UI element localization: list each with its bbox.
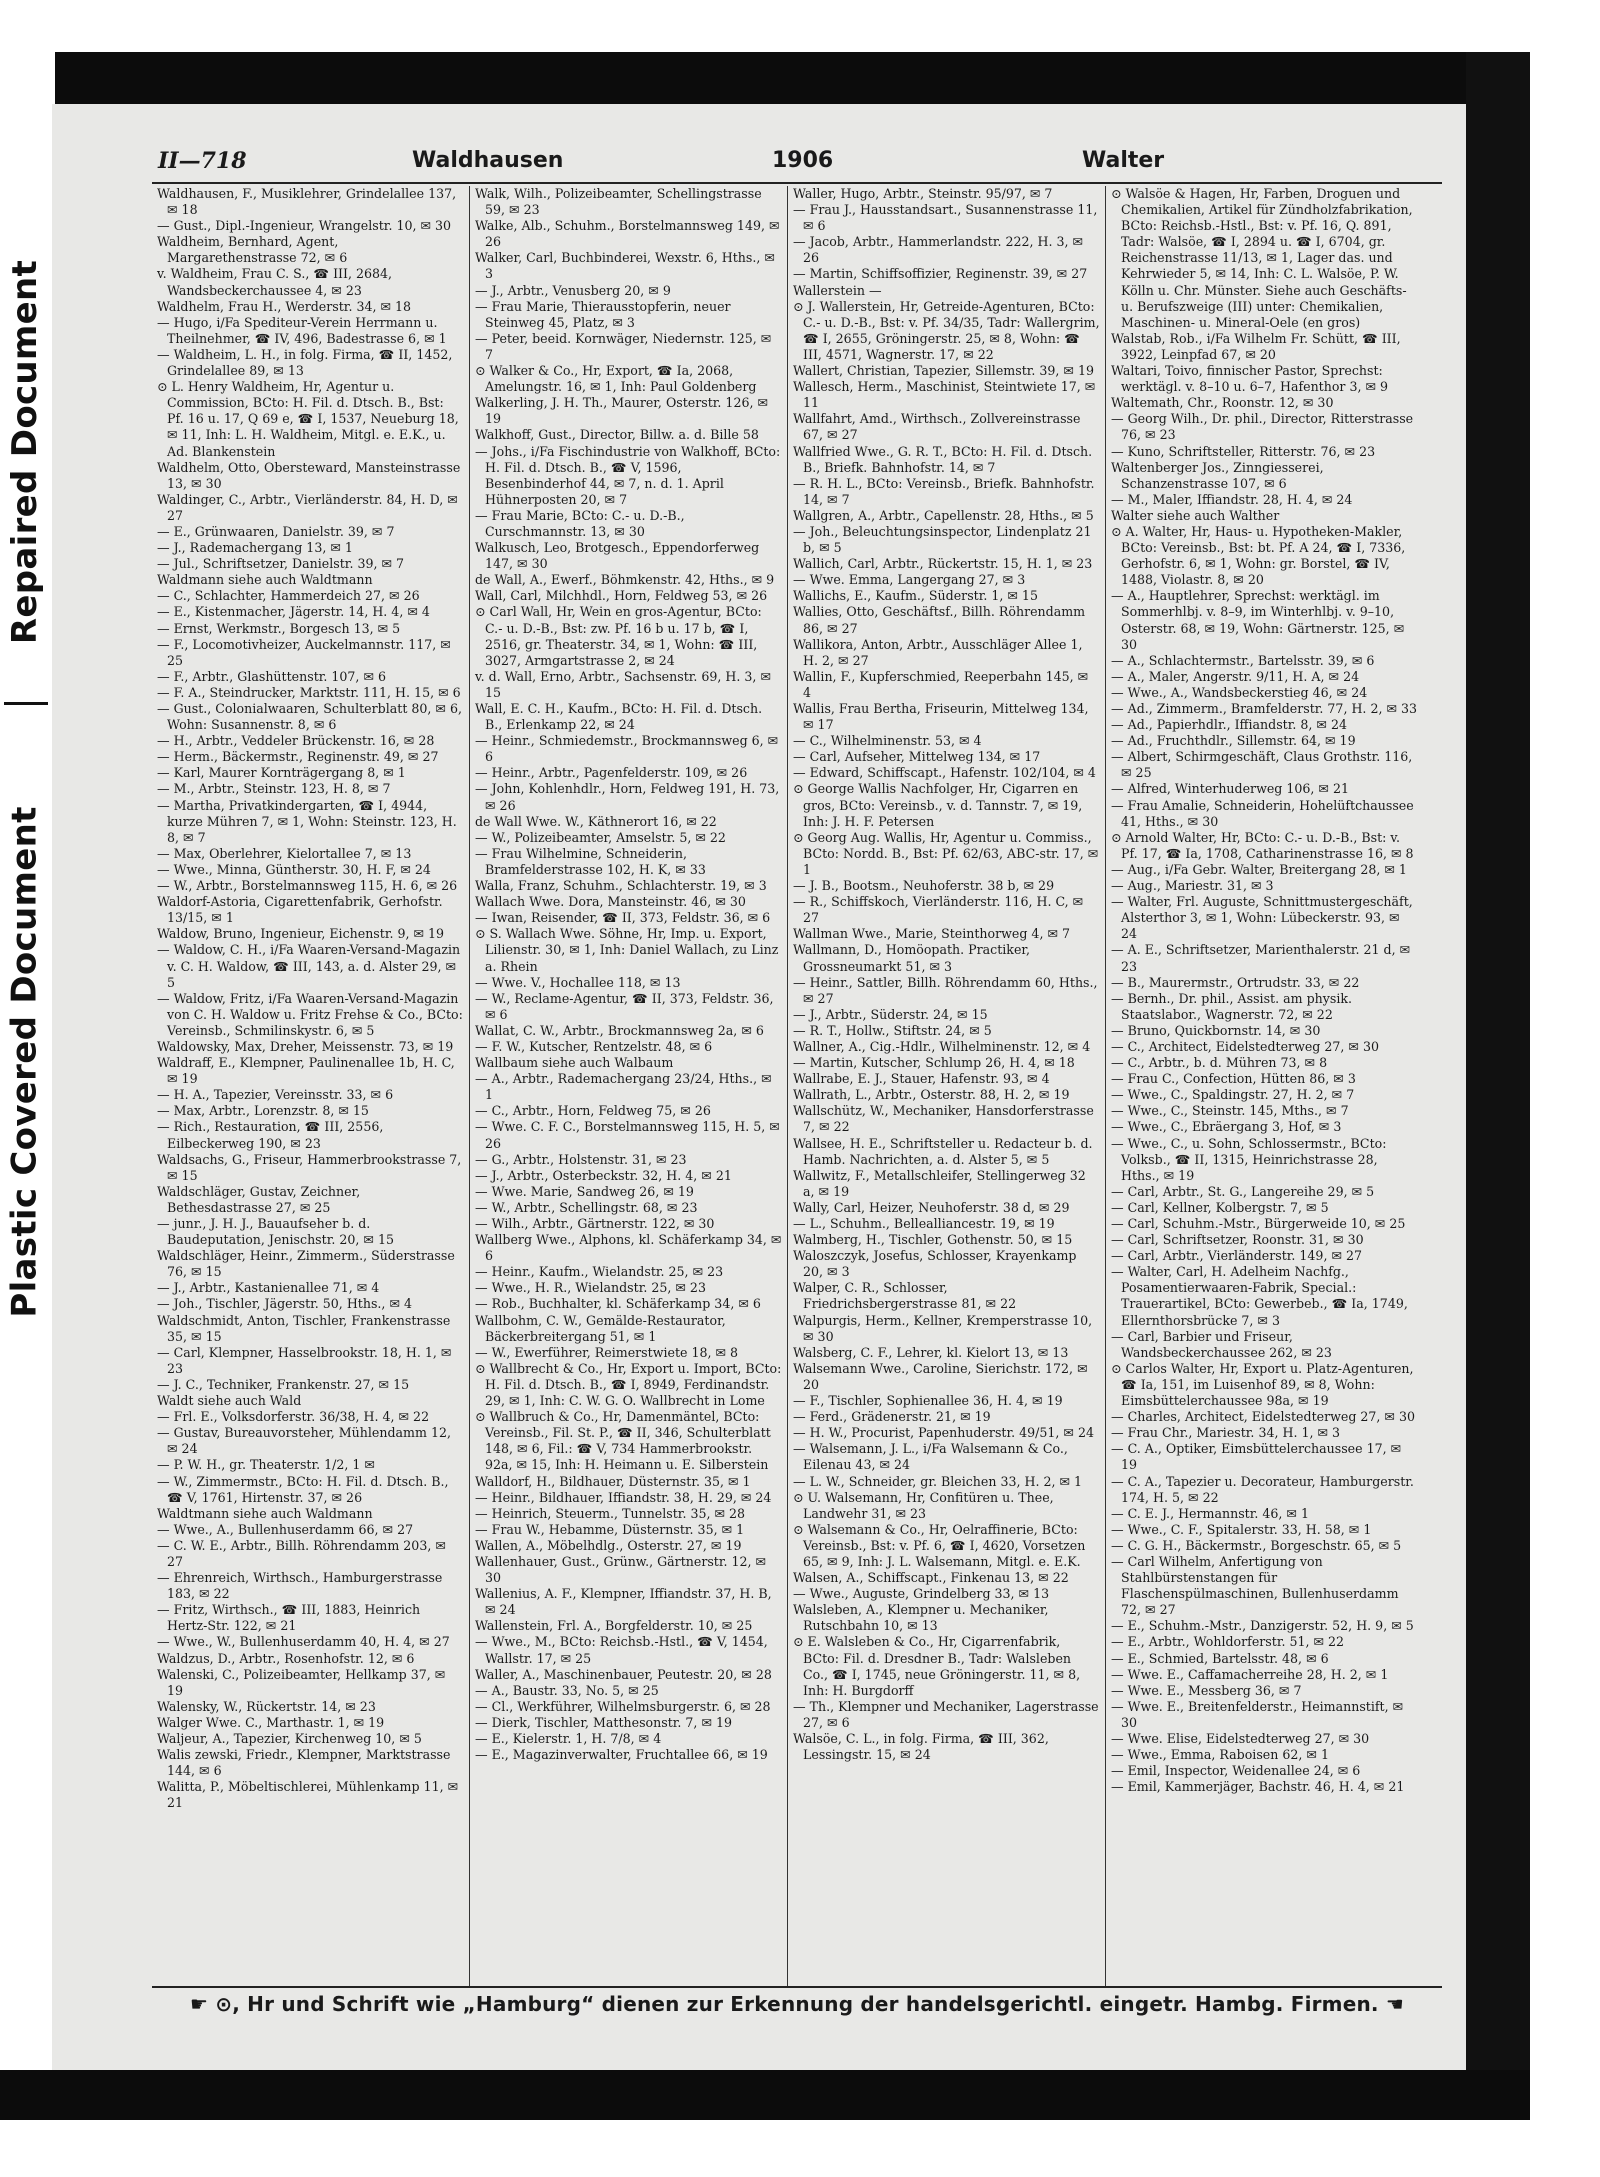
sidebar-label-bottom xyxy=(0,712,52,1412)
directory-entry: — M., Arbtr., Steinstr. 123, H. 8, ✉ 7 xyxy=(157,781,391,797)
directory-entry: — Martha, Privatkindergarten, ☎ I, 4944, kurze Mühren 7, ✉ 1, Wohn: Steinstr. 123, H. 8, ✉ 7 xyxy=(157,797,457,845)
directory-entry: — Iwan, Reisender, ☎ II, 373, Feldstr. 36, ✉ 6 xyxy=(475,910,771,926)
directory-entry: — C., Schlachter, Hammerdeich 27, ✉ 26 xyxy=(157,588,420,604)
directory-entry: Walk, Wilh., Polizeibeamter, Schellingstrasse 59, ✉ 23 xyxy=(475,186,762,218)
directory-entry: — H. W., Procurist, Papenhuderstr. 49/51, ✉ 24 xyxy=(793,1425,1094,1441)
directory-entry: — A., Schlachtermstr., Bartelsstr. 39, ✉ 6 xyxy=(1111,652,1375,668)
directory-entry: — Heinr., Schmiedemstr., Brockmannsweg 6, ✉ 6 xyxy=(475,733,779,765)
directory-entry: Wallgren, A., Arbtr., Capellenstr. 28, Hths., ✉ 5 xyxy=(793,507,1094,523)
directory-entry: — John, Kohlenhdlr., Horn, Feldweg 191, H. 73, ✉ 26 xyxy=(475,781,780,813)
directory-entry: — R. T., Hollw., Stiftstr. 24, ✉ 5 xyxy=(793,1022,992,1038)
directory-entry: Waltari, Toivo, finnischer Pastor, Sprechst: werktägl. v. 8–10 u. 6–7, Hafenthor 3, ✉ 9 xyxy=(1111,363,1389,395)
directory-entry: — Heinrich, Steuerm., Tunnelstr. 35, ✉ 28 xyxy=(475,1505,746,1521)
directory-entry: ⊙ A. Walter, Hr, Haus- u. Hypotheken-Makler, BCto: Vereinsb., Bst: bt. Pf. A 24, ☎ I, 7336, Gerhofstr. 6, ✉ 1, Wohn: gr. Borstel, ☎ IV, 1488, Violastr. 8, ✉ 20 xyxy=(1111,523,1406,588)
directory-entry: — B., Maurermstr., Ortrudstr. 33, ✉ 22 xyxy=(1111,974,1360,990)
directory-entry: Wallrath, L., Arbtr., Osterstr. 88, H. 2, ✉ 19 xyxy=(793,1087,1070,1103)
directory-entry: Waldow, Bruno, Ingenieur, Eichenstr. 9, ✉ 19 xyxy=(157,926,445,942)
directory-entry: Walsberg, C. F., Lehrer, kl. Kielort 13, ✉ 13 xyxy=(793,1344,1069,1360)
directory-entry: Waldt siehe auch Wald xyxy=(157,1393,302,1409)
directory-entry: — A., Arbtr., Rademachergang 23/24, Hths., ✉ 1 xyxy=(475,1071,772,1103)
directory-entry: — A., Hauptlehrer, Sprechst: werktägl. im Sommerhlbj. v. 8–9, im Winterhlbj. v. 9–10, Osterstr. 68, ✉ 19, Wohn: Gärtnerstr. 125, ✉ 30 xyxy=(1111,588,1405,652)
directory-entry: — G., Arbtr., Holstenstr. 31, ✉ 23 xyxy=(475,1151,687,1167)
directory-entry: — W., Reclame-Agentur, ☎ II, 373, Feldstr. 36, ✉ 6 xyxy=(475,990,774,1022)
directory-entry: Walker, Carl, Buchbinderei, Wexstr. 6, Hths., ✉ 3 xyxy=(475,250,775,282)
directory-entry: — Carl, Klempner, Hasselbrookstr. 18, H. 1, ✉ 23 xyxy=(157,1344,452,1376)
directory-entry: — Wwe. E., Caffamacherreihe 28, H. 2, ✉ 1 xyxy=(1111,1666,1389,1682)
directory-entry: — Wwe. E., Messberg 36, ✉ 7 xyxy=(1111,1682,1302,1698)
column-2 xyxy=(470,186,788,1986)
directory-entry: Waller, Hugo, Arbtr., Steinstr. 95/97, ✉ 7 xyxy=(793,186,1053,201)
directory-entry: — Bruno, Quickbornstr. 14, ✉ 30 xyxy=(1111,1022,1321,1038)
directory-entry: — Emil, Kammerjäger, Bachstr. 46, H. 4, ✉ 21 xyxy=(1111,1779,1405,1795)
directory-entry: — W., Ewerführer, Reimerstwiete 18, ✉ 8 xyxy=(475,1344,739,1360)
directory-entry: — Emil, Inspector, Weidenallee 24, ✉ 6 xyxy=(1111,1763,1361,1779)
directory-entry: Wallenhauer, Gust., Grünw., Gärtnerstr. 12, ✉ 30 xyxy=(475,1553,767,1586)
directory-entry: — Walsemann, J. L., i/Fa Walsemann & Co., Eilenau 43, ✉ 24 xyxy=(793,1441,1068,1473)
directory-entry: — Gust., Dipl.-Ingenieur, Wrangelstr. 10, ✉ 30 xyxy=(157,218,452,234)
plastic-covered-label: Plastic Covered Document xyxy=(5,806,45,1318)
directory-entry: — Frau J., Hausstandsart., Susannenstrasse 11, ✉ 6 xyxy=(793,202,1098,234)
directory-entry: — J. B., Bootsm., Neuhoferstr. 38 b, ✉ 29 xyxy=(793,878,1055,894)
directory-entry: Waldsachs, G., Friseur, Hammerbrookstrasse 7, ✉ 15 xyxy=(157,1151,462,1183)
directory-entry: Waldschläger, Heinr., Zimmerm., Süderstrasse 76, ✉ 15 xyxy=(157,1248,455,1280)
directory-entry: Wallerstein — xyxy=(793,282,882,298)
directory-entry: — Gustav, Bureauvorsteher, Mühlendamm 12, ✉ 24 xyxy=(157,1425,451,1457)
directory-entry: Waldhausen, F., Musiklehrer, Grindelallee 137, ✉ 18 xyxy=(157,186,457,218)
directory-entry: v. d. Wall, Erno, Arbtr., Sachsenstr. 69, H. 3, ✉ 15 xyxy=(475,668,771,700)
directory-entry: — Karl, Maurer Kornträgergang 8, ✉ 1 xyxy=(157,765,406,781)
directory-entry: — H. A., Tapezier, Vereinsstr. 33, ✉ 6 xyxy=(157,1087,394,1103)
page-number: II—718 xyxy=(158,148,247,174)
directory-entry: — Martin, Schiffsoffizier, Reginenstr. 39, ✉ 27 xyxy=(793,266,1088,282)
directory-entry: — Frau W., Hebamme, Düsternstr. 35, ✉ 1 xyxy=(475,1521,745,1537)
directory-entry: Wallach Wwe. Dora, Mansteinstr. 46, ✉ 30 xyxy=(475,894,746,910)
directory-entry: — Herm., Bäckermstr., Reginenstr. 49, ✉ 27 xyxy=(157,749,439,765)
directory-entry: — Frau Marie, BCto: C.- u. D.-B., Curschmannstr. 13, ✉ 30 xyxy=(475,507,685,539)
directory-entry: — Frau Chr., Mariestr. 34, H. 1, ✉ 3 xyxy=(1111,1425,1341,1441)
directory-entry: — Joh., Tischler, Jägerstr. 50, Hths., ✉ 4 xyxy=(157,1296,413,1312)
directory-entry: — Carl, Aufseher, Mittelweg 134, ✉ 17 xyxy=(793,749,1041,765)
header-year: 1906 xyxy=(772,148,834,173)
directory-entry: — Wwe. V., Hochallee 118, ✉ 13 xyxy=(475,974,681,990)
directory-entry: — Th., Klempner und Mechaniker, Lagerstrasse 27, ✉ 6 xyxy=(793,1698,1099,1730)
directory-entry: — Wwe., W., Bullenhuserdamm 40, H. 4, ✉ 27 xyxy=(157,1634,450,1650)
directory-entry: — Wwe. Emma, Langergang 27, ✉ 3 xyxy=(793,572,1026,588)
directory-entry: Wall, E. C. H., Kaufm., BCto: H. Fil. d. Dtsch. B., Erlenkamp 22, ✉ 24 xyxy=(475,701,763,733)
directory-entry: — Carl, Arbtr., St. G., Langereihe 29, ✉ 5 xyxy=(1111,1183,1375,1199)
directory-entry: Wallbaum siehe auch Walbaum xyxy=(475,1055,674,1071)
directory-entry: — Frau Marie, Thierausstopferin, neuer Steinweg 45, Platz, ✉ 3 xyxy=(475,298,731,330)
directory-entry: ⊙ Carl Wall, Hr, Wein en gros-Agentur, BCto: C.- u. D.-B., Bst: zw. Pf. 16 b u. 17 b, ☎ I, 2516, gr. Theaterstr. 34, ✉ 1, Wohn: ☎ III, 3027, Armgartstrasse 2, ✉ 24 xyxy=(475,604,762,668)
directory-entry: Walsleben, A., Klempner u. Mechaniker, Rutschbahn 10, ✉ 13 xyxy=(793,1602,1049,1634)
directory-entry: ⊙ Wallbruch & Co., Hr, Damenmäntel, BCto: Vereinsb., Fil. St. P., ☎ II, 346, Schulterblatt 148, ✉ 6, Fil.: ☎ V, 734 Hammerbrookstr. 92a, ✉ 15, Inh: H. Heimann u. E. Silberstein xyxy=(475,1409,771,1473)
directory-entry: ⊙ Georg Aug. Wallis, Hr, Agentur u. Commiss., BCto: Nordd. B., Bst: Pf. 62/63, ABC-str. 17, ✉ 1 xyxy=(793,829,1099,877)
directory-entry: — R. H. L., BCto: Vereinsb., Briefk. Bahnhofstr. 14, ✉ 7 xyxy=(793,475,1095,507)
directory-page xyxy=(52,104,1466,2070)
directory-entry: v. Waldheim, Frau C. S., ☎ III, 2684, Wandsbeckerchaussee 4, ✉ 23 xyxy=(157,266,393,298)
directory-entry: — F. W., Kutscher, Rentzelstr. 48, ✉ 6 xyxy=(475,1038,713,1054)
directory-entry: — E., Grünwaaren, Danielstr. 39, ✉ 7 xyxy=(157,523,395,539)
directory-entry: Wallenius, A. F., Klempner, Iffiandstr. 37, H. B, ✉ 24 xyxy=(475,1586,772,1618)
directory-entry: — E., Magazinverwalter, Fruchtallee 66, ✉ 19 xyxy=(475,1747,768,1763)
directory-entry: — J., Arbtr., Kastanienallee 71, ✉ 4 xyxy=(157,1280,380,1296)
directory-entry: — Georg Wilh., Dr. phil., Director, Ritterstrasse 76, ✉ 23 xyxy=(1111,411,1414,443)
directory-entry: Wallich, Carl, Arbtr., Rückertstr. 15, H. 1, ✉ 23 xyxy=(793,556,1093,572)
directory-entry: ⊙ Walsemann & Co., Hr, Oelraffinerie, BCto: Vereinsb., Bst: v. Pf. 6, ☎ I, 4620, Vorsetzen 65, ✉ 9, Inh: J. L. Walsemann, Mitgl. e. E.K. xyxy=(793,1521,1086,1569)
directory-entry: — Wilh., Arbtr., Gärtnerstr. 122, ✉ 30 xyxy=(475,1216,715,1231)
directory-entry: — C., Arbtr., Horn, Feldweg 75, ✉ 26 xyxy=(475,1103,711,1119)
directory-entry: ⊙ Walsöe & Hagen, Hr, Farben, Droguen und Chemikalien, Artikel für Zündholzfabrikation, BCto: Reichsb.-Hstl., Bst: v. Pf. 16, Q. 891, Tadr: Walsöe, ☎ I, 2894 u. ☎ I, 6704, gr. Reichenstrasse 11/13, ✉ 1, Lager das. und Kehrwieder 5, ✉ 14, Inh: C. L. Walsöe, P. W. Kölln u. Chr. Münster. Siehe auch Geschäfts- u. Berufszweige (III) unter: Chemikalien, Maschinen- u. Mineral-Oele (en gros) xyxy=(1111,186,1413,330)
directory-entry: Walsen, A., Schiffscapt., Finkenau 13, ✉ 22 xyxy=(793,1570,1069,1586)
directory-entry: — A., Baustr. 33, No. 5, ✉ 25 xyxy=(475,1682,659,1698)
directory-entry: — C. A., Tapezier u. Decorateur, Hamburgerstr. 174, H. 5, ✉ 22 xyxy=(1111,1473,1414,1505)
directory-entry: Wallert, Christian, Tapezier, Sillemstr. 39, ✉ 19 xyxy=(793,363,1095,379)
directory-entry: Walkerling, J. H. Th., Maurer, Osterstr. 126, ✉ 19 xyxy=(475,395,769,427)
directory-entry: ⊙ Carlos Walter, Hr, Export u. Platz-Agenturen, ☎ Ia, 151, im Luisenhof 89, ✉ 8, Wohn: Eimsbüttelerchaussee 98a, ✉ 19 xyxy=(1111,1360,1414,1409)
directory-entry: — A. E., Schriftsetzer, Marienthalerstr. 21 d, ✉ 23 xyxy=(1111,942,1411,974)
directory-entry: — L. W., Schneider, gr. Bleichen 33, H. 2, ✉ 1 xyxy=(793,1473,1083,1489)
directory-entry: Waldorf-Astoria, Cigarettenfabrik, Gerhofstr. 13/15, ✉ 1 xyxy=(157,894,443,926)
directory-entry: — Frau Amalie, Schneiderin, Hohelüftchaussee 41, Hths., ✉ 30 xyxy=(1111,797,1414,829)
directory-entry: — E., Kistenmacher, Jägerstr. 14, H. 4, ✉ 4 xyxy=(157,604,430,620)
directory-entry: — Waldheim, L. H., in folg. Firma, ☎ II, 1452, Grindelallee 89, ✉ 13 xyxy=(157,346,453,379)
directory-entry: — Kuno, Schriftsteller, Ritterstr. 76, ✉ 23 xyxy=(1111,443,1376,459)
directory-entry: Walkhoff, Gust., Director, Billw. a. d. Bille 58 xyxy=(475,427,759,443)
directory-entry: — W., Arbtr., Schellingstr. 68, ✉ 23 xyxy=(475,1199,698,1215)
directory-entry: Waljeur, A., Tapezier, Kirchenweg 10, ✉ 5 xyxy=(157,1731,422,1746)
directory-entry: — W., Zimmermstr., BCto: H. Fil. d. Dtsch. B., ☎ V, 1761, Hirtenstr. 37, ✉ 26 xyxy=(157,1473,449,1505)
directory-entry: ⊙ U. Walsemann, Hr, Confitüren u. Thee, Landwehr 31, ✉ 23 xyxy=(793,1489,1054,1521)
directory-entry: — P. W. H., gr. Theaterstr. 1/2, 1 ✉ xyxy=(157,1457,375,1473)
directory-columns xyxy=(152,186,1442,1986)
directory-entry: — A., Maler, Angerstr. 9/11, H. A, ✉ 24 xyxy=(1111,668,1360,684)
directory-entry: Walldorf, H., Bildhauer, Düsternstr. 35, ✉ 1 xyxy=(475,1473,751,1489)
directory-entry: Wallesch, Herm., Maschinist, Steintwiete 17, ✉ 11 xyxy=(793,379,1096,411)
directory-entry: Walkusch, Leo, Brotgesch., Eppendorferweg 147, ✉ 30 xyxy=(475,540,760,572)
directory-entry: — Gust., Colonialwaaren, Schulterblatt 80, ✉ 6, Wohn: Susannenstr. 8, ✉ 6 xyxy=(157,701,462,733)
directory-entry: Wallmann, D., Homöopath. Practiker, Grossneumarkt 51, ✉ 3 xyxy=(793,942,1031,974)
directory-entry: — C., Wilhelminenstr. 53, ✉ 4 xyxy=(793,733,982,749)
directory-entry: — Wwe., Auguste, Grindelberg 33, ✉ 13 xyxy=(793,1586,1050,1602)
directory-entry: — Peter, beeid. Kornwäger, Niedernstr. 125, ✉ 7 xyxy=(475,330,772,362)
directory-entry: Waloszczyk, Josefus, Schlosser, Krayenkamp 20, ✉ 3 xyxy=(793,1248,1077,1280)
directory-entry: — Carl, Arbtr., Vierländerstr. 149, ✉ 27 xyxy=(1111,1248,1363,1264)
directory-entry: — Carl Wilhelm, Anfertigung von Stahlbürstenstangen für Flaschenspülmaschinen, Bullenhuserdamm 72, ✉ 27 xyxy=(1111,1553,1399,1618)
directory-entry: — Frl. E., Volksdorferstr. 36/38, H. 4, ✉ 22 xyxy=(157,1409,430,1425)
directory-entry: — R., Schiffskoch, Vierländerstr. 116, H. C, ✉ 27 xyxy=(793,894,1084,926)
directory-entry: — Albert, Schirmgeschäft, Claus Grothstr. 116, ✉ 25 xyxy=(1111,749,1413,781)
directory-entry: Wallis, Frau Bertha, Friseurin, Mittelweg 134, ✉ 17 xyxy=(793,701,1089,733)
directory-entry: Waltenberger Jos., Zinngiesserei, Schanzenstrasse 107, ✉ 6 xyxy=(1111,459,1324,491)
directory-entry: Waltemath, Chr., Roonstr. 12, ✉ 30 xyxy=(1111,395,1334,411)
directory-entry: — Wwe., C., Ebräergang 3, Hof, ✉ 3 xyxy=(1111,1119,1342,1135)
directory-entry: Walla, Franz, Schuhm., Schlachterstr. 19, ✉ 3 xyxy=(475,878,767,894)
directory-entry: — Martin, Kutscher, Schlump 26, H. 4, ✉ 18 xyxy=(793,1055,1075,1071)
sidebar-label-top xyxy=(0,162,52,742)
directory-entry: — Ad., Fruchthdlr., Sillemstr. 64, ✉ 19 xyxy=(1111,733,1356,749)
directory-entry: — Waldow, Fritz, i/Fa Waaren-Versand-Magazin von C. H. Waldow u. Fritz Frehse & Co., BCto: Vereinsb., Schmilinskystr. 6, ✉ 5 xyxy=(157,990,463,1038)
directory-entry: — junr., J. H. J., Bauaufseher b. d. Baudeputation, Jenischstr. 20, ✉ 15 xyxy=(157,1216,394,1248)
directory-entry: — Heinr., Kaufm., Wielandstr. 25, ✉ 23 xyxy=(475,1264,724,1280)
directory-entry: — Ferd., Grädenerstr. 21, ✉ 19 xyxy=(793,1409,991,1425)
directory-entry: — H., Arbtr., Veddeler Brückenstr. 16, ✉ 28 xyxy=(157,733,435,749)
directory-entry: — Charles, Architect, Eidelstedterweg 27, ✉ 30 xyxy=(1111,1409,1416,1425)
directory-entry: Walenski, C., Polizeibeamter, Hellkamp 37, ✉ 19 xyxy=(157,1666,446,1698)
directory-entry: — Ernst, Werkmstr., Borgesch 13, ✉ 5 xyxy=(157,620,401,636)
directory-entry: — Bernh., Dr. phil., Assist. am physik. Staatslabor., Wagnerstr. 72, ✉ 22 xyxy=(1111,990,1352,1022)
directory-entry: Walter siehe auch Walther xyxy=(1111,507,1280,523)
directory-entry: — E., Arbtr., Wohldorferstr. 51, ✉ 22 xyxy=(1111,1634,1345,1650)
column-3 xyxy=(788,186,1106,1986)
directory-entry: Walsemann Wwe., Caroline, Sierichstr. 172, ✉ 20 xyxy=(793,1360,1088,1392)
directory-entry: — E., Schmied, Bartelsstr. 48, ✉ 6 xyxy=(1111,1650,1329,1666)
directory-entry: — Max, Oberlehrer, Kielortallee 7, ✉ 13 xyxy=(157,845,412,861)
directory-entry: Waldraff, E., Klempner, Paulinenallee 1b, H. C, ✉ 19 xyxy=(157,1055,455,1087)
directory-entry: de Wall Wwe. W., Käthnerort 16, ✉ 22 xyxy=(475,813,717,829)
directory-entry: Walstab, Rob., i/Fa Wilhelm Fr. Schütt, ☎ III, 3922, Leinpfad 67, ✉ 20 xyxy=(1111,330,1401,362)
directory-entry: Wally, Carl, Heizer, Neuhoferstr. 38 d, ✉ 29 xyxy=(793,1199,1070,1215)
directory-entry: — Aug., i/Fa Gebr. Walter, Breitergang 28, ✉ 1 xyxy=(1111,861,1407,877)
directory-entry: — F., Tischler, Sophienallee 36, H. 4, ✉ 19 xyxy=(793,1393,1063,1409)
directory-entry: — C. G. H., Bäckermstr., Borgeschstr. 65, ✉ 5 xyxy=(1111,1537,1402,1553)
directory-entry: ⊙ J. Wallerstein, Hr, Getreide-Agenturen, BCto: C.- u. D.-B., Bst: v. Pf. 34/35, Tadr: Wallergrim, ☎ I, 2655, Gröningerstr. 25, ✉ 8, Wohn: ☎ III, 4571, Wagnerstr. 17, ✉ 22 xyxy=(793,298,1100,362)
directory-entry: ⊙ Arnold Walter, Hr, BCto: C.- u. D.-B., Bst: v. Pf. 17, ☎ Ia, 1708, Catharinenstrasse 16, ✉ 8 xyxy=(1111,829,1414,861)
directory-entry: Waldschläger, Gustav, Zeichner, Bethesdastrasse 27, ✉ 25 xyxy=(157,1183,361,1215)
directory-entry: Waldheim, Bernhard, Agent, Margarethenstrasse 72, ✉ 6 xyxy=(157,234,348,266)
directory-entry: — J., Arbtr., Süderstr. 24, ✉ 15 xyxy=(793,1006,988,1022)
directory-entry: — Rich., Restauration, ☎ III, 2556, Eilbeckerweg 190, ✉ 23 xyxy=(157,1119,384,1151)
page-content xyxy=(152,134,1442,2054)
directory-entry: — C. W. E., Arbtr., Billh. Röhrendamm 203, ✉ 27 xyxy=(157,1537,446,1569)
directory-entry: — Heinr., Bildhauer, Iffiandstr. 38, H. 29, ✉ 24 xyxy=(475,1489,772,1505)
directory-entry: — Alfred, Winterhuderweg 106, ✉ 21 xyxy=(1111,781,1349,797)
directory-entry: — Walter, Frl. Auguste, Schnittmustergeschäft, Alsterthor 3, ✉ 1, Wohn: Lübeckerstr. 93, ✉ 24 xyxy=(1111,894,1413,942)
directory-entry: — F. A., Steindrucker, Marktstr. 111, H. 15, ✉ 6 xyxy=(157,684,461,700)
directory-entry: — Walter, Carl, H. Adelheim Nachfg., Posamentierwaaren-Fabrik, Special.: Trauerartikel, BCto: Gewerbeb., ☎ Ia, 1749, Ellernthorsbrücke 7, ✉ 3 xyxy=(1111,1264,1408,1328)
scan-border-bottom xyxy=(0,2070,1530,2120)
directory-entry: — Carl, Schuhm.-Mstr., Bürgerweide 10, ✉ 25 xyxy=(1111,1216,1406,1231)
directory-entry: — Hugo, i/Fa Spediteur-Verein Herrmann u. Theilnehmer, ☎ IV, 496, Badestrasse 6, ✉ 1 xyxy=(157,314,447,346)
directory-entry: — Waldow, C. H., i/Fa Waaren-Versand-Magazin v. C. H. Waldow, ☎ III, 143, a. d. Alster 29, ✉ 5 xyxy=(157,942,461,990)
directory-entry: Wallsee, H. E., Schriftsteller u. Redacteur b. d. Hamb. Nachrichten, a. d. Alster 5, ✉ 5 xyxy=(793,1135,1093,1167)
scan-border-top xyxy=(0,52,1530,104)
scan-margin-top xyxy=(0,0,1600,52)
header-last-name: Walter xyxy=(1082,148,1165,173)
directory-entry: — F., Arbtr., Glashüttenstr. 107, ✉ 6 xyxy=(157,668,387,684)
directory-entry: — J., Arbtr., Osterbeckstr. 32, H. 4, ✉ 21 xyxy=(475,1167,732,1183)
directory-entry: — Dierk, Tischler, Matthesonstr. 7, ✉ 19 xyxy=(475,1714,733,1730)
directory-entry: Walpurgis, Herm., Kellner, Kremperstrasse 10, ✉ 30 xyxy=(793,1312,1093,1344)
directory-entry: — Heinr., Sattler, Billh. Röhrendamm 60, Hths., ✉ 27 xyxy=(793,974,1098,1006)
directory-entry: Waldmann siehe auch Waldtmann xyxy=(157,572,373,588)
directory-entry: Wallrabe, E. J., Stauer, Hafenstr. 93, ✉ 4 xyxy=(793,1071,1050,1087)
directory-entry: — Jul., Schriftsetzer, Danielstr. 39, ✉ 7 xyxy=(157,556,405,572)
directory-entry: — Cl., Werkführer, Wilhelmsburgerstr. 6, ✉ 28 xyxy=(475,1698,771,1714)
directory-entry: — Max, Arbtr., Lorenzstr. 8, ✉ 15 xyxy=(157,1103,369,1119)
directory-entry: Walensky, W., Rückertstr. 14, ✉ 23 xyxy=(157,1698,376,1714)
directory-entry: Wallichs, E., Kaufm., Süderstr. 1, ✉ 15 xyxy=(793,588,1038,604)
directory-entry: Waldhelm, Frau H., Werderstr. 34, ✉ 18 xyxy=(157,298,412,314)
directory-entry: Walmberg, H., Tischler, Gothenstr. 50, ✉ 15 xyxy=(793,1232,1073,1248)
archive-sidebar xyxy=(0,52,55,2120)
directory-entry: — C. A., Optiker, Eimsbüttelerchaussee 17, ✉ 19 xyxy=(1111,1441,1402,1473)
directory-entry: — Aug., Mariestr. 31, ✉ 3 xyxy=(1111,878,1274,894)
directory-entry: Waller, A., Maschinenbauer, Peutestr. 20, ✉ 28 xyxy=(475,1666,772,1682)
directory-entry: Wallbohm, C. W., Gemälde-Restaurator, Bäckerbreitergang 51, ✉ 1 xyxy=(475,1312,726,1344)
directory-entry: — Wwe., C., u. Sohn, Schlossermstr., BCto: Volksb., ☎ II, 1315, Heinrichstrasse 28, Hths., ✉ 19 xyxy=(1111,1135,1387,1183)
directory-entry: Wallner, A., Cig.-Hdlr., Wilhelminenstr. 12, ✉ 4 xyxy=(793,1038,1091,1054)
column-4 xyxy=(1106,186,1424,1986)
directory-entry: — Wwe., C., Steinstr. 145, Mths., ✉ 7 xyxy=(1111,1103,1349,1119)
directory-entry: Wallies, Otto, Geschäftsf., Billh. Röhrendamm 86, ✉ 27 xyxy=(793,604,1086,636)
directory-entry: ⊙ Walker & Co., Hr, Export, ☎ Ia, 2068, Amelungstr. 16, ✉ 1, Inh: Paul Goldenberg xyxy=(475,363,757,395)
directory-entry: — E., Schuhm.-Mstr., Danzigerstr. 52, H. 9, ✉ 5 xyxy=(1111,1618,1414,1634)
footer-rule xyxy=(152,1986,1442,1988)
directory-entry: — Wwe., Minna, Güntherstr. 30, H. F, ✉ 24 xyxy=(157,861,431,877)
directory-entry: — Heinr., Arbtr., Pagenfelderstr. 109, ✉ 26 xyxy=(475,765,748,781)
directory-entry: — Wwe., Emma, Raboisen 62, ✉ 1 xyxy=(1111,1747,1329,1763)
directory-entry: — Carl, Kellner, Kolbergstr. 7, ✉ 5 xyxy=(1111,1199,1329,1215)
directory-entry: Walke, Alb., Schuhm., Borstelmannsweg 149, ✉ 26 xyxy=(475,218,780,250)
directory-entry: — J. C., Techniker, Frankenstr. 27, ✉ 15 xyxy=(157,1376,410,1392)
directory-entry: — Wwe., C., Spaldingstr. 27, H. 2, ✉ 7 xyxy=(1111,1087,1355,1103)
directory-entry: — C., Architect, Eidelstedterweg 27, ✉ 30 xyxy=(1111,1038,1379,1054)
directory-entry: — Johs., i/Fa Fischindustrie von Walkhoff, BCto: H. Fil. d. Dtsch. B., ☎ V, 1596, Besenbinderhof 44, ✉ 7, n. d. 1. April Hühnerposten 20, ✉ 7 xyxy=(475,443,781,507)
directory-entry: — E., Kielerstr. 1, H. 7/8, ✉ 4 xyxy=(475,1731,662,1746)
directory-entry: — J., Arbtr., Venusberg 20, ✉ 9 xyxy=(475,282,671,298)
directory-entry: — Wwe. C. F. C., Borstelmannsweg 115, H. 5, ✉ 26 xyxy=(475,1119,780,1151)
header-first-name: Waldhausen xyxy=(412,148,564,173)
directory-entry: — Wwe., A., Wandsbeckerstieg 46, ✉ 24 xyxy=(1111,684,1368,700)
directory-entry: ⊙ George Wallis Nachfolger, Hr, Cigarren en gros, BCto: Vereinsb., v. d. Tannstr. 7, ✉ 19, Inh: J. H. F. Petersen xyxy=(793,781,1083,829)
directory-entry: — C. E. J., Hermannstr. 46, ✉ 1 xyxy=(1111,1505,1309,1521)
directory-entry: — Wwe., A., Bullenhuserdamm 66, ✉ 27 xyxy=(157,1521,414,1537)
directory-entry: Wallschütz, W., Mechaniker, Hansdorferstrasse 7, ✉ 22 xyxy=(793,1103,1094,1135)
directory-entry: Wallikora, Anton, Arbtr., Ausschläger Allee 1, H. 2, ✉ 27 xyxy=(793,636,1083,668)
directory-entry: Walis zewski, Friedr., Klempner, Marktstrasse 144, ✉ 6 xyxy=(157,1747,451,1779)
directory-entry: ⊙ S. Wallach Wwe. Söhne, Hr, Imp. u. Export, Lilienstr. 30, ✉ 1, Inh: Daniel Wallach, zu Linz a. Rhein xyxy=(475,926,779,974)
directory-entry: — Jacob, Arbtr., Hammerlandstr. 222, H. 3, ✉ 26 xyxy=(793,234,1084,266)
repaired-document-label: Repaired Document xyxy=(5,259,46,645)
directory-entry: Waldschmidt, Anton, Tischler, Frankenstrasse 35, ✉ 15 xyxy=(157,1312,451,1344)
directory-entry: Walsöe, C. L., in folg. Firma, ☎ III, 362, Lessingstr. 15, ✉ 24 xyxy=(793,1731,1049,1763)
directory-entry: — Joh., Beleuchtungsinspector, Lindenplatz 21 b, ✉ 5 xyxy=(793,523,1092,556)
directory-entry: — Frau C., Confection, Hütten 86, ✉ 3 xyxy=(1111,1071,1356,1087)
directory-entry: Wallwitz, F., Metallschleifer, Stellingerweg 32 a, ✉ 19 xyxy=(793,1167,1086,1199)
directory-entry: Walper, C. R., Schlosser, Friedrichsbergerstrasse 81, ✉ 22 xyxy=(793,1280,1017,1312)
directory-entry: Waldhelm, Otto, Obersteward, Mansteinstrasse 13, ✉ 30 xyxy=(157,459,461,491)
directory-entry: — Wwe., M., BCto: Reichsb.-Hstl., ☎ V, 1454, Wallstr. 17, ✉ 25 xyxy=(475,1634,768,1666)
directory-entry: — Frau Wilhelmine, Schneiderin, Bramfelderstrasse 102, H. K, ✉ 33 xyxy=(475,845,706,877)
directory-entry: — W., Polizeibeamter, Amselstr. 5, ✉ 22 xyxy=(475,829,726,845)
directory-entry: ⊙ Wallbrecht & Co., Hr, Export u. Import, BCto: H. Fil. d. Dtsch. B., ☎ I, 8949, Ferdinandstr. 29, ✉ 1, Inh: C. W. G. O. Wallbrecht in Lome xyxy=(475,1360,782,1409)
directory-entry: Wallenstein, Frl. A., Borgfelderstr. 10, ✉ 25 xyxy=(475,1618,753,1634)
directory-entry: Walitta, P., Möbeltischlerei, Mühlenkamp 11, ✉ 21 xyxy=(157,1779,459,1811)
directory-entry: Wallberg Wwe., Alphons, kl. Schäferkamp 34, ✉ 6 xyxy=(475,1232,782,1264)
scan-border-right xyxy=(1466,52,1530,2120)
directory-entry: — Ad., Papierhdlr., Iffiandstr. 8, ✉ 24 xyxy=(1111,717,1347,733)
directory-entry: ⊙ L. Henry Waldheim, Hr, Agentur u. Commission, BCto: H. Fil. d. Dtsch. B., Bst: Pf. 16 u. 17, Q 69 e, ☎ I, 1537, Neueburg 18, ✉ 11, Inh: L. H. Waldheim, Mitgl. e. E.K., u. Ad. Blankenstein xyxy=(157,379,459,459)
directory-entry: — Wwe. Elise, Eidelstedterweg 27, ✉ 30 xyxy=(1111,1731,1370,1746)
directory-entry: — L., Schuhm., Bellealliancestr. 19, ✉ 19 xyxy=(793,1216,1055,1231)
sidebar-divider xyxy=(4,702,48,705)
directory-entry: de Wall, A., Ewerf., Böhmkenstr. 42, Hths., ✉ 9 xyxy=(475,572,775,588)
page-footer-note: ☛ ⊙, Hr und Schrift wie „Hamburg“ dienen zur Erkennung der handelsgerichtl. eingetr. Hambg. Firmen. ☚ xyxy=(189,1992,1405,2016)
directory-entry: Wallfried Wwe., G. R. T., BCto: H. Fil. d. Dtsch. B., Briefk. Bahnhofstr. 14, ✉ 7 xyxy=(793,443,1093,475)
directory-entry: — Ad., Zimmerm., Bramfelderstr. 77, H. 2, ✉ 33 xyxy=(1111,701,1418,716)
directory-entry: Wallman Wwe., Marie, Steinthorweg 4, ✉ 7 xyxy=(793,926,1071,942)
directory-entry: — Wwe., C. F., Spitalerstr. 33, H. 58, ✉ 1 xyxy=(1111,1521,1372,1537)
page-header xyxy=(152,144,1442,184)
column-1 xyxy=(152,186,470,1986)
directory-entry: ⊙ E. Walsleben & Co., Hr, Cigarrenfabrik, BCto: Fil. d. Dresdner B., Tadr: Walsleben Co., ☎ I, 1745, neue Gröningerstr. 11, ✉ 8, Inh: H. Burgdorff xyxy=(793,1634,1081,1698)
directory-entry: — F., Locomotivheizer, Auckelmannstr. 117, ✉ 25 xyxy=(157,636,451,668)
directory-entry: Waldinger, C., Arbtr., Vierländerstr. 84, H. D, ✉ 27 xyxy=(157,491,458,523)
directory-entry: Wall, Carl, Milchhdl., Horn, Feldweg 53, ✉ 26 xyxy=(475,588,768,604)
directory-entry: — M., Maler, Iffiandstr. 28, H. 4, ✉ 24 xyxy=(1111,491,1353,507)
directory-entry: Walger Wwe. C., Marthastr. 1, ✉ 19 xyxy=(157,1714,385,1730)
directory-entry: Wallin, F., Kupferschmied, Reeperbahn 145, ✉ 4 xyxy=(793,668,1089,700)
directory-entry: — J., Rademachergang 13, ✉ 1 xyxy=(157,540,353,556)
directory-entry: Waldzus, D., Arbtr., Rosenhofstr. 12, ✉ 6 xyxy=(157,1650,415,1666)
directory-entry: Waldtmann siehe auch Waldmann xyxy=(157,1505,373,1521)
directory-entry: — Rob., Buchhalter, kl. Schäferkamp 34, ✉ 6 xyxy=(475,1296,761,1312)
directory-entry: — Fritz, Wirthsch., ☎ III, 1883, Heinrich Hertz-Str. 122, ✉ 21 xyxy=(157,1602,421,1634)
directory-entry: — Edward, Schiffscapt., Hafenstr. 102/104, ✉ 4 xyxy=(793,765,1096,781)
directory-entry: — C., Arbtr., b. d. Mühren 73, ✉ 8 xyxy=(1111,1055,1328,1071)
directory-entry: — W., Arbtr., Borstelmannsweg 115, H. 6, ✉ 26 xyxy=(157,878,458,894)
directory-entry: — Carl, Schriftsetzer, Roonstr. 31, ✉ 30 xyxy=(1111,1232,1364,1248)
directory-entry: — Wwe., H. R., Wielandstr. 25, ✉ 23 xyxy=(475,1280,706,1296)
directory-entry: — Wwe. E., Breitenfelderstr., Heimannstift, ✉ 30 xyxy=(1111,1698,1404,1730)
directory-entry: Wallfahrt, Amd., Wirthsch., Zollvereinstrasse 67, ✉ 27 xyxy=(793,411,1081,443)
directory-entry: — Ehrenreich, Wirthsch., Hamburgerstrasse 183, ✉ 22 xyxy=(157,1570,443,1602)
directory-entry: — Wwe. Marie, Sandweg 26, ✉ 19 xyxy=(475,1183,694,1199)
directory-entry: Wallen, A., Möbelhdlg., Osterstr. 27, ✉ 19 xyxy=(475,1537,742,1553)
directory-entry: Wallat, C. W., Arbtr., Brockmannsweg 2a, ✉ 6 xyxy=(475,1022,764,1038)
directory-entry: Waldowsky, Max, Dreher, Meissenstr. 73, ✉ 19 xyxy=(157,1038,454,1054)
header-rule xyxy=(152,182,1442,184)
directory-entry: — Carl, Barbier und Friseur, Wandsbeckerchaussee 262, ✉ 23 xyxy=(1111,1328,1332,1360)
